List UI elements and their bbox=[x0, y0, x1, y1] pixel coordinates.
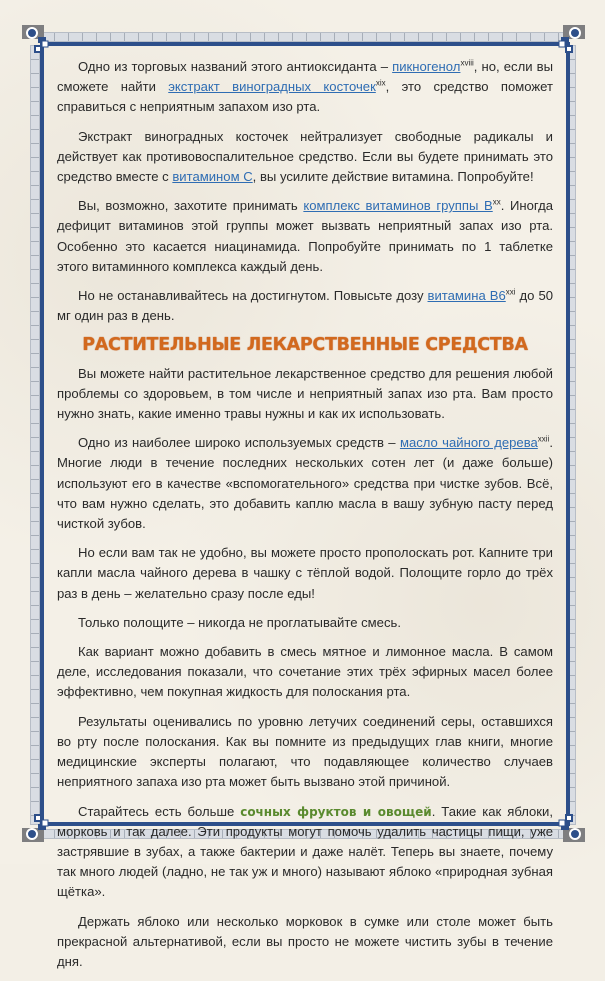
paragraph-no-swallow: Только полощите – никогда не проглатывайте смесь. bbox=[78, 614, 401, 630]
corner-ornament-bottom-right-icon bbox=[555, 812, 585, 842]
footnote-ref: xviii bbox=[460, 58, 474, 68]
link-vitamin-c[interactable]: витамином С bbox=[172, 169, 253, 185]
footnote-ref: xxi bbox=[505, 287, 516, 297]
paragraph-mint-lemon: Как вариант можно добавить в смесь мятное и лимонное масла. В самом деле, исследования показали, что сочетание этих трёх эфирных масел более эффективно, чем покупная жидкость для полоскания рта. bbox=[57, 644, 553, 700]
paragraph-vitamin-b6: Но не останавливайтесь на достигнутом. Повысьте дозу витамина В6$^{xxi}$ до 50 мг один раз в день. bbox=[57, 287, 554, 324]
footnote-ref: xx bbox=[492, 197, 501, 207]
paragraph-fruits: Старайтесь есть больше сочных фруктов и овощей. Такие как яблоки, морковь и так далее. Эти продукты могут помочь удалить частицы пищи, уже застрявшие в зубах, а также бактерии и даже налёт. Теперь вы знаете, почему так много людей (ладно, не так уж и много) называют яблоко «природная зубная щётка». bbox=[57, 803, 553, 900]
footnote-ref: xxii bbox=[537, 434, 550, 444]
paragraph-tea-tree: Одно из наиболее широко используемых средств – масло чайного дерева$^{xxii}$. Многие люди в течение последних нескольких сотен лет (и даже больше) используют его в качестве «вспомогательного» средства при чистке зубов. Всё, что вам нужно сделать, это добавить каплю масла в вашу зубную пасту перед чисткой зубов. bbox=[57, 434, 553, 532]
highlight-fruits-vegetables: сочных фруктов и овощей bbox=[240, 804, 432, 819]
frame-left-line bbox=[40, 42, 44, 826]
link-vitamin-b6[interactable]: витамина В6 bbox=[427, 288, 506, 304]
paragraph-apple-bag: Держать яблоко или несколько морковок в сумке или столе может быть прекрасной альтернативой, если вы просто не можете чистить зубы в течение дня. bbox=[57, 913, 553, 969]
paragraph-vitamin-b: Вы, возможно, захотите принимать комплекс витаминов группы $В^{xx}$. Иногда дефицит витаминов этой группы может вызвать неприятный запах изо рта. Особенно это касается ниацинамида. Попробуйте принимать по 1 таблетке этого витаминного комплекса каждый день. bbox=[57, 197, 554, 274]
frame-left-strip bbox=[30, 45, 40, 825]
frame-right-line bbox=[566, 42, 570, 826]
paragraph-pycnogenol: Одно из торговых названий этого антиоксиданта – пикногенол$^{xviii}$, но, если вы сможете найти экстракт виноградных косточек$^{xix}$, это средство поможет справиться с неприятным запахом изо рта. bbox=[57, 58, 553, 115]
link-grape-seed-extract[interactable]: экстракт виноградных косточек bbox=[168, 79, 376, 95]
corner-ornament-top-right-icon bbox=[555, 25, 585, 55]
link-pycnogenol[interactable]: пикногенол bbox=[392, 59, 461, 74]
paragraph-results: Результаты оценивались по уровню летучих соединений серы, оставшихся во рту после полоскания. Как вы помните из предыдущих глав книги, многие медицинские эксперты полагают, что подавляющее количество случаев неприятного запаха изо рта может быть вызвано этой причиной. bbox=[57, 713, 553, 790]
paragraph-rinse: Но если вам так не удобно, вы можете просто прополоскать рот. Капните три капли масла чайного дерева в чашку с тёплой водой. Полощите горло до трёх раз в день – желательно сразу после еды! bbox=[57, 545, 553, 601]
link-tea-tree-oil[interactable]: масло чайного дерева bbox=[399, 435, 538, 451]
paragraph-herbal-intro: Вы можете найти растительное лекарственное средство для решения любой проблемы со здоровьем, в том числе и неприятный запах изо рта. Вам просто нужно знать, какие именно травы нужны и как их использовать. bbox=[57, 365, 553, 422]
section-heading: РАСТИТЕЛЬНЫЕ ЛЕКАРСТВЕННЫЕ СРЕДСТВА bbox=[82, 335, 528, 356]
link-vitamin-b-complex[interactable]: комплекс витаминов группы В bbox=[303, 198, 493, 214]
footnote-ref: xix bbox=[375, 78, 386, 88]
document-body bbox=[57, 57, 553, 981]
corner-ornament-bottom-left-icon bbox=[22, 812, 52, 842]
paragraph-grape-seed: Экстракт виноградных косточек нейтрализует свободные радикалы и действует как противовоспалительное средство. Если вы будете принимать это средство вместе с витамином С, вы усилите действие витамина. Попробуйте! bbox=[57, 128, 553, 185]
corner-ornament-top-left-icon bbox=[22, 25, 52, 55]
frame-top-line bbox=[44, 42, 570, 46]
frame-top-strip bbox=[40, 32, 566, 42]
